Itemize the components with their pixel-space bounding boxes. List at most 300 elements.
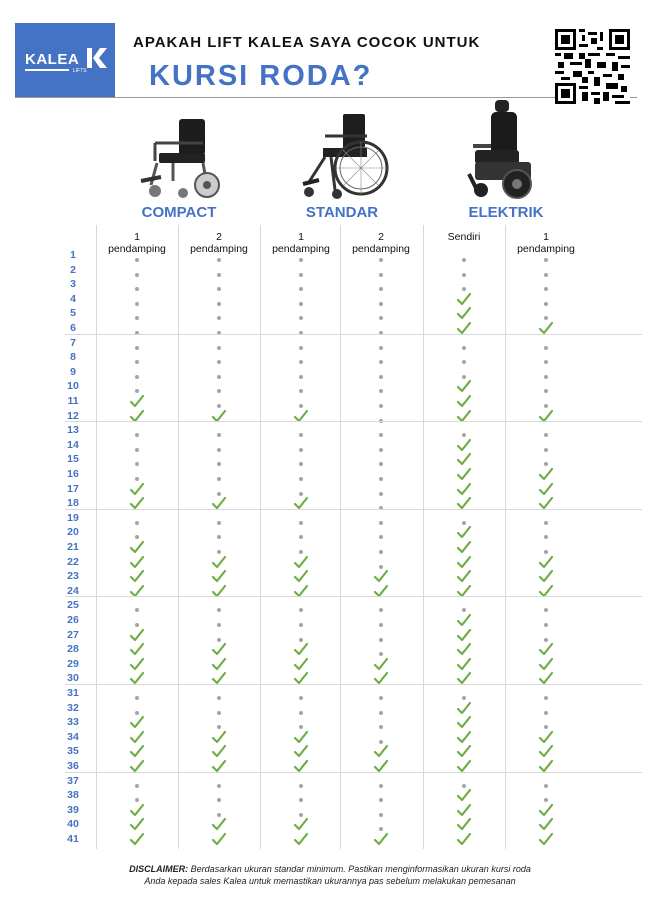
dot-icon (340, 716, 422, 730)
dot-icon (505, 716, 587, 730)
check-icon (96, 832, 178, 846)
dot-icon (96, 439, 178, 453)
row-number: 35 (67, 745, 79, 758)
dot-icon (340, 687, 422, 701)
checkmark-icon (293, 555, 309, 569)
dot-icon (260, 804, 342, 818)
dot-icon (505, 526, 587, 540)
row-number: 4 (70, 292, 76, 305)
row-number: 14 (67, 438, 79, 451)
dot-icon (340, 541, 422, 555)
check-icon (96, 555, 178, 569)
check-icon (423, 292, 505, 306)
row-number: 17 (67, 482, 79, 495)
dot-marker-icon (135, 258, 139, 262)
dot-icon (260, 395, 342, 409)
dot-icon (340, 249, 422, 263)
checkmark-icon (456, 628, 472, 642)
dot-marker-icon (462, 360, 466, 364)
dot-icon (340, 468, 422, 482)
check-icon (423, 788, 505, 802)
check-icon (423, 467, 505, 481)
dot-marker-icon (217, 258, 221, 262)
dot-marker-icon (299, 389, 303, 393)
dot-icon (260, 702, 342, 716)
dot-icon (178, 599, 260, 613)
check-icon (178, 832, 260, 846)
row-number: 10 (67, 380, 79, 393)
dot-marker-icon (544, 535, 548, 539)
row-number: 9 (70, 365, 76, 378)
dot-icon (340, 629, 422, 643)
check-icon (423, 803, 505, 817)
row-number: 22 (67, 555, 79, 568)
dot-marker-icon (379, 477, 383, 481)
dot-icon (260, 366, 342, 380)
dot-marker-icon (544, 346, 548, 350)
check-icon (505, 642, 587, 656)
checkmark-icon (456, 540, 472, 554)
row-number: 36 (67, 760, 79, 772)
row-number: 6 (70, 322, 76, 334)
dot-marker-icon (217, 404, 221, 408)
checkmark-icon (211, 744, 227, 758)
check-icon (340, 657, 422, 671)
column-header-line-2: pendamping (108, 243, 166, 255)
dot-icon (178, 483, 260, 497)
dot-marker-icon (379, 608, 383, 612)
dot-marker-icon (217, 725, 221, 729)
dot-marker-icon (379, 652, 383, 656)
row-number: 19 (67, 511, 79, 524)
dot-marker-icon (379, 404, 383, 408)
dot-marker-icon (379, 258, 383, 262)
dot-icon (340, 818, 422, 832)
dot-marker-icon (379, 550, 383, 554)
dot-icon (178, 249, 260, 263)
dot-marker-icon (544, 287, 548, 291)
group-divider (65, 421, 642, 422)
checkmark-icon (456, 379, 472, 393)
dot-marker-icon (299, 316, 303, 320)
dot-marker-icon (299, 711, 303, 715)
check-icon (260, 744, 342, 758)
dot-icon (505, 366, 587, 380)
dot-icon (260, 453, 342, 467)
row-number: 31 (67, 687, 79, 699)
row-number: 26 (67, 614, 79, 626)
dot-icon (505, 380, 587, 394)
dot-icon (505, 307, 587, 321)
check-icon (423, 394, 505, 408)
dot-marker-icon (544, 608, 548, 612)
dot-icon (178, 307, 260, 321)
dot-marker-icon (217, 287, 221, 291)
dot-marker-icon (217, 433, 221, 437)
dot-marker-icon (217, 302, 221, 306)
dot-icon (340, 599, 422, 613)
row-number: 8 (70, 351, 76, 364)
row-number: 7 (70, 336, 76, 349)
dot-marker-icon (544, 375, 548, 379)
dot-icon (178, 804, 260, 818)
disclaimer-label: DISCLAIMER: (129, 864, 189, 874)
dot-icon (96, 424, 178, 438)
dot-marker-icon (462, 608, 466, 612)
dot-marker-icon (379, 462, 383, 466)
checkmark-icon (456, 555, 472, 569)
dot-icon (178, 629, 260, 643)
dot-marker-icon (135, 798, 139, 802)
dot-marker-icon (217, 389, 221, 393)
column-header-line-1: Sendiri (447, 231, 481, 243)
dot-marker-icon (217, 273, 221, 277)
check-icon (178, 657, 260, 671)
dot-marker-icon (379, 360, 383, 364)
dot-icon (178, 351, 260, 365)
checkmark-icon (538, 555, 554, 569)
dot-marker-icon (135, 477, 139, 481)
disclaimer-text-2: Anda kepada sales Kalea untuk memastikan ukurannya pas sebelum melakukan pemesanan (144, 876, 516, 886)
column-header-line-2: pendamping (190, 243, 248, 255)
dot-icon (260, 775, 342, 789)
title-line-1: APAKAH LIFT KALEA SAYA COCOK UNTUK (133, 34, 481, 51)
dot-marker-icon (217, 711, 221, 715)
dot-icon (505, 775, 587, 789)
dot-marker-icon (299, 302, 303, 306)
group-divider (65, 596, 642, 597)
dot-icon (340, 731, 422, 745)
dot-icon (96, 702, 178, 716)
checkmark-icon (456, 394, 472, 408)
checkmark-icon (456, 788, 472, 802)
dot-marker-icon (379, 798, 383, 802)
checkmark-icon (373, 657, 389, 671)
check-icon (340, 744, 422, 758)
checkmark-icon (456, 569, 472, 583)
check-icon (260, 642, 342, 656)
dot-icon (96, 264, 178, 278)
row-number: 33 (67, 716, 79, 729)
dot-marker-icon (135, 316, 139, 320)
check-icon (505, 482, 587, 496)
column-header-line-1: 2 (216, 231, 222, 243)
dot-icon (340, 278, 422, 292)
dot-marker-icon (544, 550, 548, 554)
checkmark-icon (373, 744, 389, 758)
dot-marker-icon (217, 623, 221, 627)
dot-marker-icon (217, 375, 221, 379)
dot-icon (340, 483, 422, 497)
dot-icon (505, 264, 587, 278)
dot-marker-icon (299, 375, 303, 379)
dot-marker-icon (299, 462, 303, 466)
dot-marker-icon (217, 696, 221, 700)
dot-marker-icon (299, 521, 303, 525)
dot-icon (96, 307, 178, 321)
dot-marker-icon (379, 389, 383, 393)
dot-icon (340, 804, 422, 818)
row-number: 5 (70, 307, 76, 320)
dot-marker-icon (299, 404, 303, 408)
category-label-elektrik: ELEKTRIK (468, 204, 544, 221)
compact-wheelchair-icon (133, 113, 228, 203)
dot-icon (423, 512, 505, 526)
dot-icon (178, 278, 260, 292)
dot-icon (260, 337, 342, 351)
dot-icon (178, 526, 260, 540)
checkmark-icon (456, 525, 472, 539)
row-number: 18 (67, 497, 79, 510)
dot-marker-icon (217, 638, 221, 642)
dot-marker-icon (379, 696, 383, 700)
checkmark-icon (538, 569, 554, 583)
check-icon (423, 642, 505, 656)
check-icon (423, 379, 505, 393)
dot-icon (505, 702, 587, 716)
dot-icon (178, 366, 260, 380)
check-icon (505, 832, 587, 846)
dot-icon (178, 293, 260, 307)
dot-marker-icon (379, 740, 383, 744)
dot-icon (96, 687, 178, 701)
dot-marker-icon (217, 798, 221, 802)
dot-icon (260, 541, 342, 555)
dot-marker-icon (299, 433, 303, 437)
dot-icon (96, 526, 178, 540)
dot-marker-icon (217, 360, 221, 364)
dot-icon (260, 512, 342, 526)
dot-marker-icon (135, 711, 139, 715)
dot-icon (423, 351, 505, 365)
dot-icon (178, 687, 260, 701)
dot-icon (340, 380, 422, 394)
dot-icon (96, 293, 178, 307)
dot-marker-icon (379, 827, 383, 831)
dot-icon (423, 599, 505, 613)
dot-marker-icon (217, 316, 221, 320)
dot-icon (340, 264, 422, 278)
dot-icon (260, 439, 342, 453)
dot-icon (96, 789, 178, 803)
dot-icon (178, 453, 260, 467)
checkmark-icon (373, 832, 389, 846)
dot-icon (178, 380, 260, 394)
group-divider (65, 684, 642, 685)
checkmark-icon (129, 555, 145, 569)
dot-icon (505, 395, 587, 409)
dot-icon (178, 541, 260, 555)
dot-icon (178, 424, 260, 438)
checkmark-icon (456, 701, 472, 715)
dot-marker-icon (379, 273, 383, 277)
dot-icon (340, 337, 422, 351)
checkmark-icon (129, 817, 145, 831)
check-icon (260, 832, 342, 846)
checkmark-icon (129, 482, 145, 496)
dot-icon (260, 307, 342, 321)
checkmark-icon (129, 832, 145, 846)
dot-marker-icon (135, 784, 139, 788)
dot-icon (96, 278, 178, 292)
check-icon (505, 817, 587, 831)
checkmark-icon (211, 657, 227, 671)
row-number: 2 (70, 263, 76, 276)
check-icon (96, 642, 178, 656)
row-number: 1 (70, 249, 76, 261)
check-icon (260, 569, 342, 583)
dot-icon (505, 337, 587, 351)
standard-wheelchair-icon (295, 110, 390, 202)
dot-marker-icon (299, 258, 303, 262)
column-header-line-2: pendamping (272, 243, 330, 255)
row-number: 3 (70, 278, 76, 291)
column-header-line-1: 2 (378, 231, 384, 243)
checkmark-icon (129, 569, 145, 583)
dot-icon (96, 380, 178, 394)
dot-marker-icon (379, 813, 383, 817)
row-number: 32 (67, 701, 79, 714)
dot-marker-icon (379, 287, 383, 291)
checkmark-icon (538, 803, 554, 817)
dot-marker-icon (135, 448, 139, 452)
check-icon (423, 482, 505, 496)
dot-icon (178, 395, 260, 409)
dot-marker-icon (544, 462, 548, 466)
category-label-compact: COMPACT (141, 204, 217, 221)
dot-marker-icon (379, 375, 383, 379)
checkmark-icon (456, 730, 472, 744)
title-line-2: KURSI RODA? (149, 60, 373, 92)
checkmark-icon (456, 744, 472, 758)
dot-marker-icon (217, 448, 221, 452)
dot-icon (340, 351, 422, 365)
dot-icon (260, 687, 342, 701)
dot-marker-icon (217, 492, 221, 496)
dot-marker-icon (217, 521, 221, 525)
checkmark-icon (456, 832, 472, 846)
dot-marker-icon (299, 813, 303, 817)
row-number: 40 (67, 818, 79, 831)
kalea-logo (15, 23, 115, 98)
dot-marker-icon (462, 273, 466, 277)
checkmark-icon (293, 744, 309, 758)
checkmark-icon (456, 482, 472, 496)
check-icon (505, 555, 587, 569)
dot-icon (96, 512, 178, 526)
dot-marker-icon (299, 448, 303, 452)
check-icon (260, 555, 342, 569)
check-icon (423, 628, 505, 642)
checkmark-icon (538, 832, 554, 846)
dot-icon (505, 687, 587, 701)
dot-marker-icon (299, 477, 303, 481)
dot-marker-icon (544, 521, 548, 525)
dot-marker-icon (299, 725, 303, 729)
dot-marker-icon (299, 696, 303, 700)
dot-icon (260, 351, 342, 365)
dot-icon (505, 439, 587, 453)
row-number: 13 (67, 424, 79, 437)
checkmark-icon (293, 569, 309, 583)
dot-marker-icon (135, 287, 139, 291)
check-icon (423, 744, 505, 758)
dot-marker-icon (299, 287, 303, 291)
dot-icon (260, 483, 342, 497)
checkmark-icon (293, 642, 309, 656)
dot-marker-icon (135, 433, 139, 437)
check-icon (96, 657, 178, 671)
dot-marker-icon (462, 433, 466, 437)
check-icon (505, 730, 587, 744)
dot-icon (178, 264, 260, 278)
dot-marker-icon (217, 608, 221, 612)
electric-wheelchair-icon (461, 98, 541, 203)
dot-marker-icon (299, 623, 303, 627)
dot-marker-icon (379, 565, 383, 569)
row-number: 39 (67, 803, 79, 816)
dot-icon (340, 366, 422, 380)
dot-icon (260, 293, 342, 307)
dot-icon (505, 599, 587, 613)
dot-marker-icon (299, 608, 303, 612)
dot-icon (96, 614, 178, 628)
dot-marker-icon (544, 711, 548, 715)
dot-marker-icon (462, 346, 466, 350)
dot-marker-icon (217, 550, 221, 554)
row-number: 15 (67, 453, 79, 466)
check-icon (423, 438, 505, 452)
check-icon (96, 803, 178, 817)
checkmark-icon (456, 438, 472, 452)
checkmark-icon (129, 803, 145, 817)
header-divider (15, 97, 637, 98)
qr-code-icon (555, 29, 630, 104)
check-icon (96, 628, 178, 642)
column-header-line-1: 1 (543, 231, 549, 243)
check-icon (423, 569, 505, 583)
checkmark-icon (129, 628, 145, 642)
row-number: 16 (67, 468, 79, 480)
group-divider (65, 772, 642, 773)
dot-icon (423, 424, 505, 438)
row-number: 23 (67, 570, 79, 583)
checkmark-icon (129, 540, 145, 554)
dot-marker-icon (217, 535, 221, 539)
dot-marker-icon (299, 550, 303, 554)
dot-icon (340, 293, 422, 307)
dot-marker-icon (299, 535, 303, 539)
dot-icon (340, 789, 422, 803)
row-number: 25 (67, 599, 79, 612)
check-icon (505, 569, 587, 583)
checkmark-icon (129, 394, 145, 408)
dot-marker-icon (379, 711, 383, 715)
dot-icon (505, 249, 587, 263)
check-icon (96, 817, 178, 831)
checkmark-icon (538, 730, 554, 744)
check-icon (505, 744, 587, 758)
dot-icon (178, 702, 260, 716)
checkmark-icon (456, 803, 472, 817)
checkmark-icon (456, 452, 472, 466)
dot-marker-icon (462, 258, 466, 262)
row-number: 38 (67, 789, 79, 802)
dot-icon (178, 789, 260, 803)
checkmark-icon (456, 657, 472, 671)
dot-marker-icon (135, 360, 139, 364)
dot-icon (96, 599, 178, 613)
